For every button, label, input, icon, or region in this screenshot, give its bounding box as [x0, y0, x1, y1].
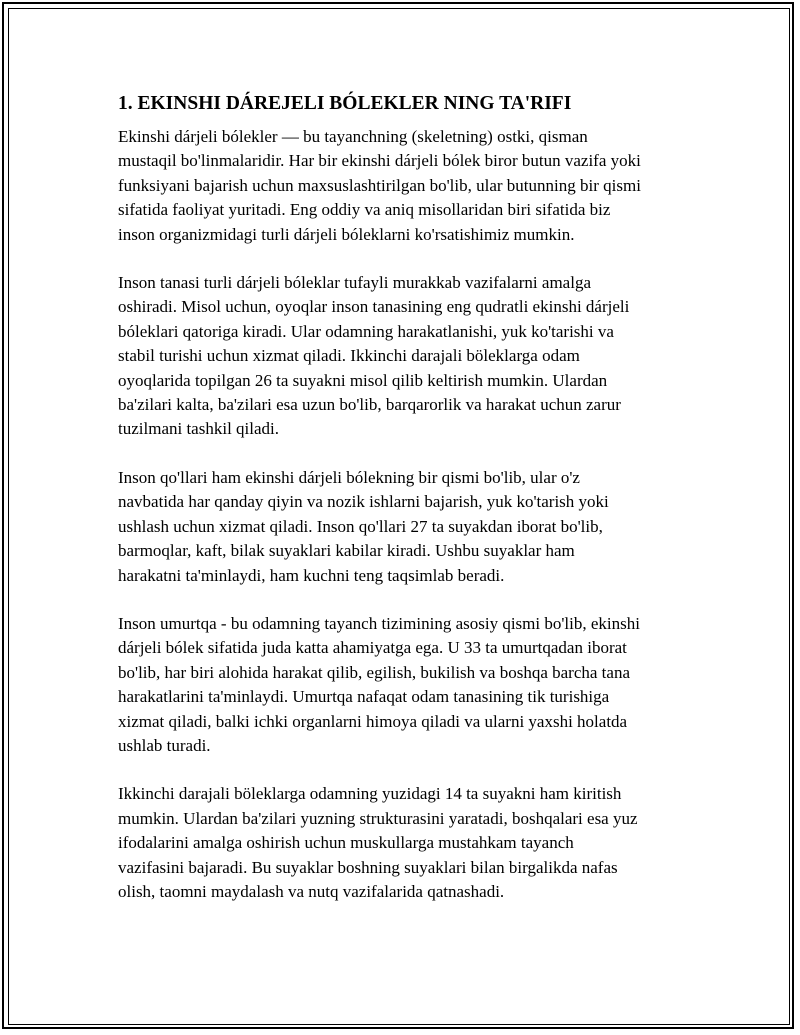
- text-line: bóleklari qatoriga kiradi. Ular odamning harakatlanishi, yuk ko'tarishi va: [118, 321, 614, 341]
- text-line: Inson qo'llari ham ekinshi dárjeli bólekning bir qismi bo'lib, ular o'z: [118, 467, 580, 487]
- paragraph-definition: [118, 125, 708, 247]
- text-line: oshiradi. Misol uchun, oyoqlar inson tanasining eng qudratli ekinshi dárjeli: [118, 297, 630, 317]
- text-line: harakatni ta'minlaydi, ham kuchni teng taqsimlab beradi.: [118, 565, 505, 585]
- paragraph-legs: [118, 271, 708, 442]
- text-line: tuzilmani tashkil qiladi.: [118, 419, 280, 439]
- text-line: barmoqlar, kaft, bilak suyaklari kabilar kiradi. Ushbu suyaklar ham: [118, 541, 575, 561]
- paragraph-hands: [118, 466, 708, 588]
- text-line: inson organizmidagi turli dárjeli bóleklarni ko'rsatishimiz mumkin.: [118, 224, 575, 244]
- text-line: funksiyani bajarish uchun maxsuslashtirilgan bo'lib, ular butunning bir qismi: [118, 175, 641, 195]
- text-line: Ekinshi dárjeli bólekler — bu tayanchning (skeletning) ostki, qisman: [118, 127, 588, 146]
- text-line: ushlash uchun xizmat qiladi. Inson qo'llari 27 ta suyakdan iborat bo'lib,: [118, 516, 603, 536]
- text-line: sifatida faoliyat yuritadi. Eng oddiy va aniq misollaridan biri sifatida biz: [118, 200, 611, 220]
- text-line: bo'lib, har biri alohida harakat qilib, egilish, bukilish va boshqa barcha tana: [118, 662, 630, 682]
- text-line: Inson umurtqa - bu odamning tayanch tizimining asosiy qismi bo'lib, ekinshi: [118, 613, 640, 633]
- paragraph-spine: [118, 612, 708, 758]
- text-line: ifodalarini amalga oshirish uchun muskullarga mustahkam tayanch: [118, 833, 574, 853]
- text-line: ushlab turadi.: [118, 735, 211, 755]
- text-line: stabil turishi uchun xizmat qiladi. Ikkinchi darajali böleklarga odam: [118, 346, 580, 366]
- text-line: mustaqil bo'linmalaridir. Har bir ekinshi dárjeli bólek biror butun vazifa yoki: [118, 151, 641, 171]
- text-line: oyoqlarida topilgan 26 ta suyakni misol qilib keltirish mumkin. Ulardan: [118, 370, 608, 390]
- paragraph-face: [118, 782, 708, 904]
- text-line: olish, taomni maydalash va nutq vazifalarida qatnashadi.: [118, 881, 505, 901]
- text-line: Inson tanasi turli dárjeli bóleklar tufayli murakkab vazifalarni amalga: [118, 273, 591, 293]
- text-line: dárjeli bólek sifatida juda katta ahamiyatga ega. U 33 ta umurtqadan iborat: [118, 638, 627, 658]
- text-line: Ikkinchi darajali böleklarga odamning yuzidagi 14 ta suyakni ham kiritish: [118, 784, 622, 804]
- text-line: xizmat qiladi, balki ichki organlarni himoya qiladi va ularni yaxshi holatda: [118, 711, 628, 731]
- text-line: ba'zilari kalta, ba'zilari esa uzun bo'lib, barqarorlik va harakat uchun zarur: [118, 395, 621, 415]
- text-line: mumkin. Ulardan ba'zilari yuzning strukturasini yaratadi, boshqalari esa yuz: [118, 808, 638, 828]
- text-line: navbatida har qanday qiyin va nozik ishlarni bajarish, yuk ko'tarish yoki: [118, 492, 609, 512]
- text-line: vazifasini bajaradi. Bu suyaklar boshning suyaklari bilan birgalikda nafas: [118, 857, 618, 877]
- document-body: [118, 91, 708, 928]
- document-title: 1. EKINSHI DÁREJELI BÓLEKLER NING TA'RIFI: [118, 93, 572, 114]
- text-line: harakatlarini ta'minlaydi. Umurtqa nafaqat odam tanasining tik turishiga: [118, 687, 610, 707]
